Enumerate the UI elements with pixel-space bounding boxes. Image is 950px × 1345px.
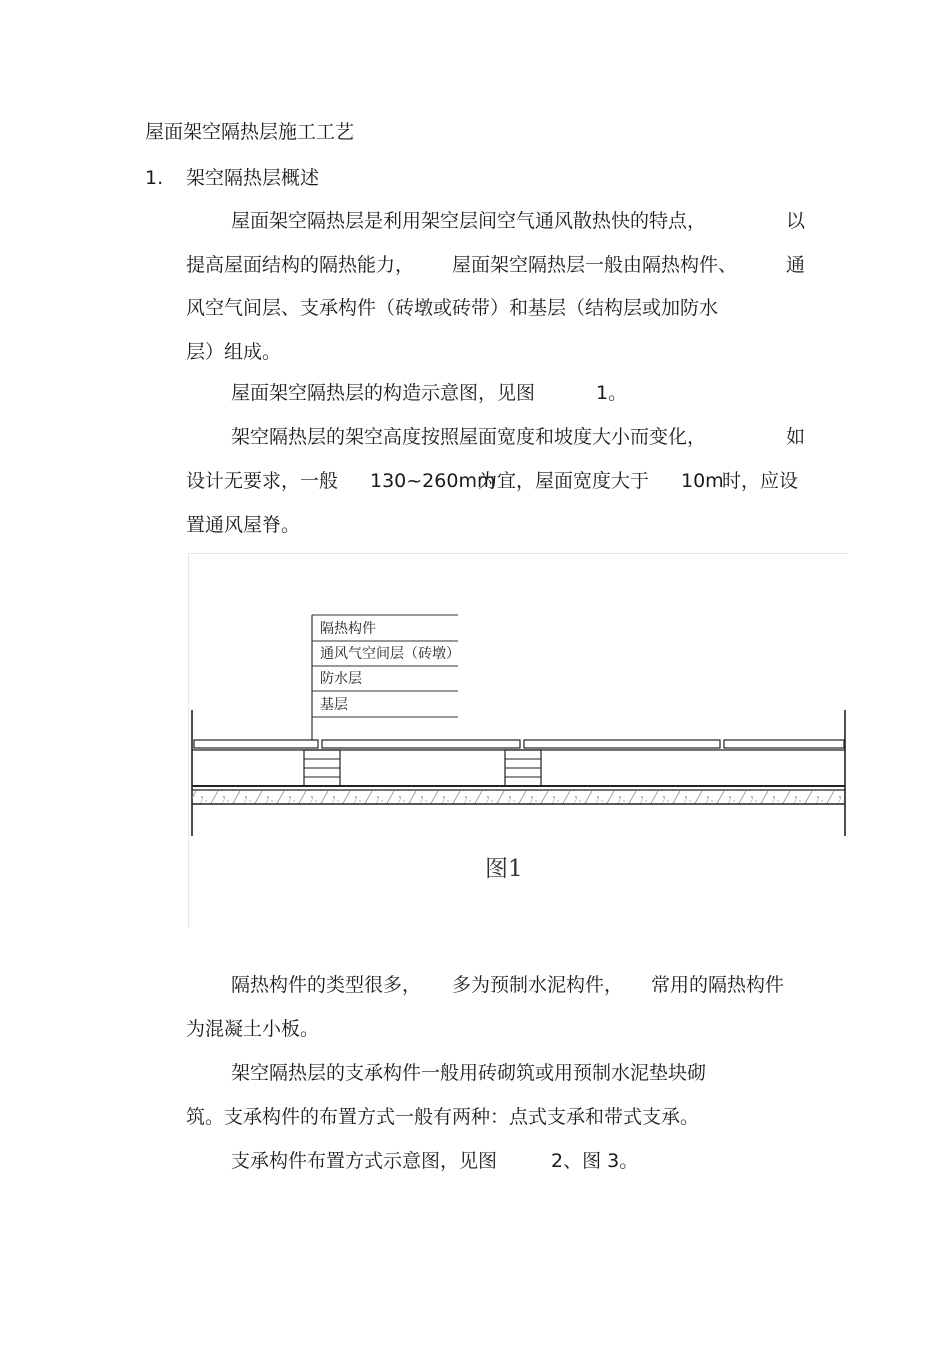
- document-title: 屋面架空隔热层施工工艺: [145, 121, 355, 143]
- legend: [312, 615, 460, 743]
- figure-1: [188, 553, 848, 928]
- paragraph-text: 常用的隔热构件: [651, 974, 785, 996]
- paragraph-text: 隔热构件的类型很多，: [231, 974, 422, 996]
- base-layer: [192, 790, 845, 804]
- paragraph-text: 屋面架空隔热层的构造示意图，见图: [231, 382, 536, 404]
- width-value: 10m: [681, 470, 724, 492]
- paragraph-text: 提高屋面结构的隔热能力，: [186, 254, 415, 276]
- height-range-value: 130~260mm: [370, 470, 496, 492]
- brick-pier: [304, 750, 340, 786]
- paragraph-text: 屋面架空隔热层一般由隔热构件、: [452, 254, 738, 276]
- paragraph-text: 风空气间层、支承构件（砖墩或砖带）和基层（结构层或加防水: [186, 297, 719, 319]
- legend-label: 基层: [320, 697, 348, 713]
- figure-reference: 2、图 3。: [551, 1150, 639, 1172]
- section-heading: 架空隔热层概述: [186, 167, 320, 189]
- paragraph-text: 支承构件布置方式示意图，见图: [231, 1150, 498, 1172]
- paragraph-text: 通: [786, 254, 806, 276]
- legend-label: 通风气空间层（砖墩）: [320, 646, 460, 662]
- paragraph-text: 层）组成。: [186, 341, 282, 363]
- paragraph-text: 筑。支承构件的布置方式一般有两种：点式支承和带式支承。: [186, 1106, 700, 1128]
- paragraph-text: 架空隔热层的架空高度按照屋面宽度和坡度大小而变化，: [231, 426, 707, 448]
- paragraph-text: 为混凝土小板。: [186, 1018, 320, 1040]
- section-number: 1.: [145, 167, 164, 189]
- legend-label: 防水层: [320, 671, 362, 687]
- legend-label: 隔热构件: [320, 621, 376, 637]
- paragraph-text: 如: [786, 426, 806, 448]
- insulation-slabs: [194, 740, 844, 748]
- paragraph-text: 为宜，屋面宽度大于: [478, 470, 650, 492]
- paragraph-text: 架空隔热层的支承构件一般用砖砌筑或用预制水泥垫块砌: [231, 1062, 707, 1084]
- paragraph-text: 屋面架空隔热层是利用架空层间空气通风散热快的特点，: [231, 210, 707, 232]
- figure-reference: 1。: [596, 382, 628, 404]
- paragraph-text: 置通风屋脊。: [186, 514, 301, 536]
- paragraph-text: 时，应设: [722, 470, 799, 492]
- paragraph-text: 多为预制水泥构件，: [452, 974, 624, 996]
- brick-pier: [505, 750, 541, 786]
- paragraph-text: 设计无要求，一般: [186, 470, 339, 492]
- paragraph-text: 以: [786, 210, 806, 232]
- figure-caption: 图1: [485, 856, 523, 882]
